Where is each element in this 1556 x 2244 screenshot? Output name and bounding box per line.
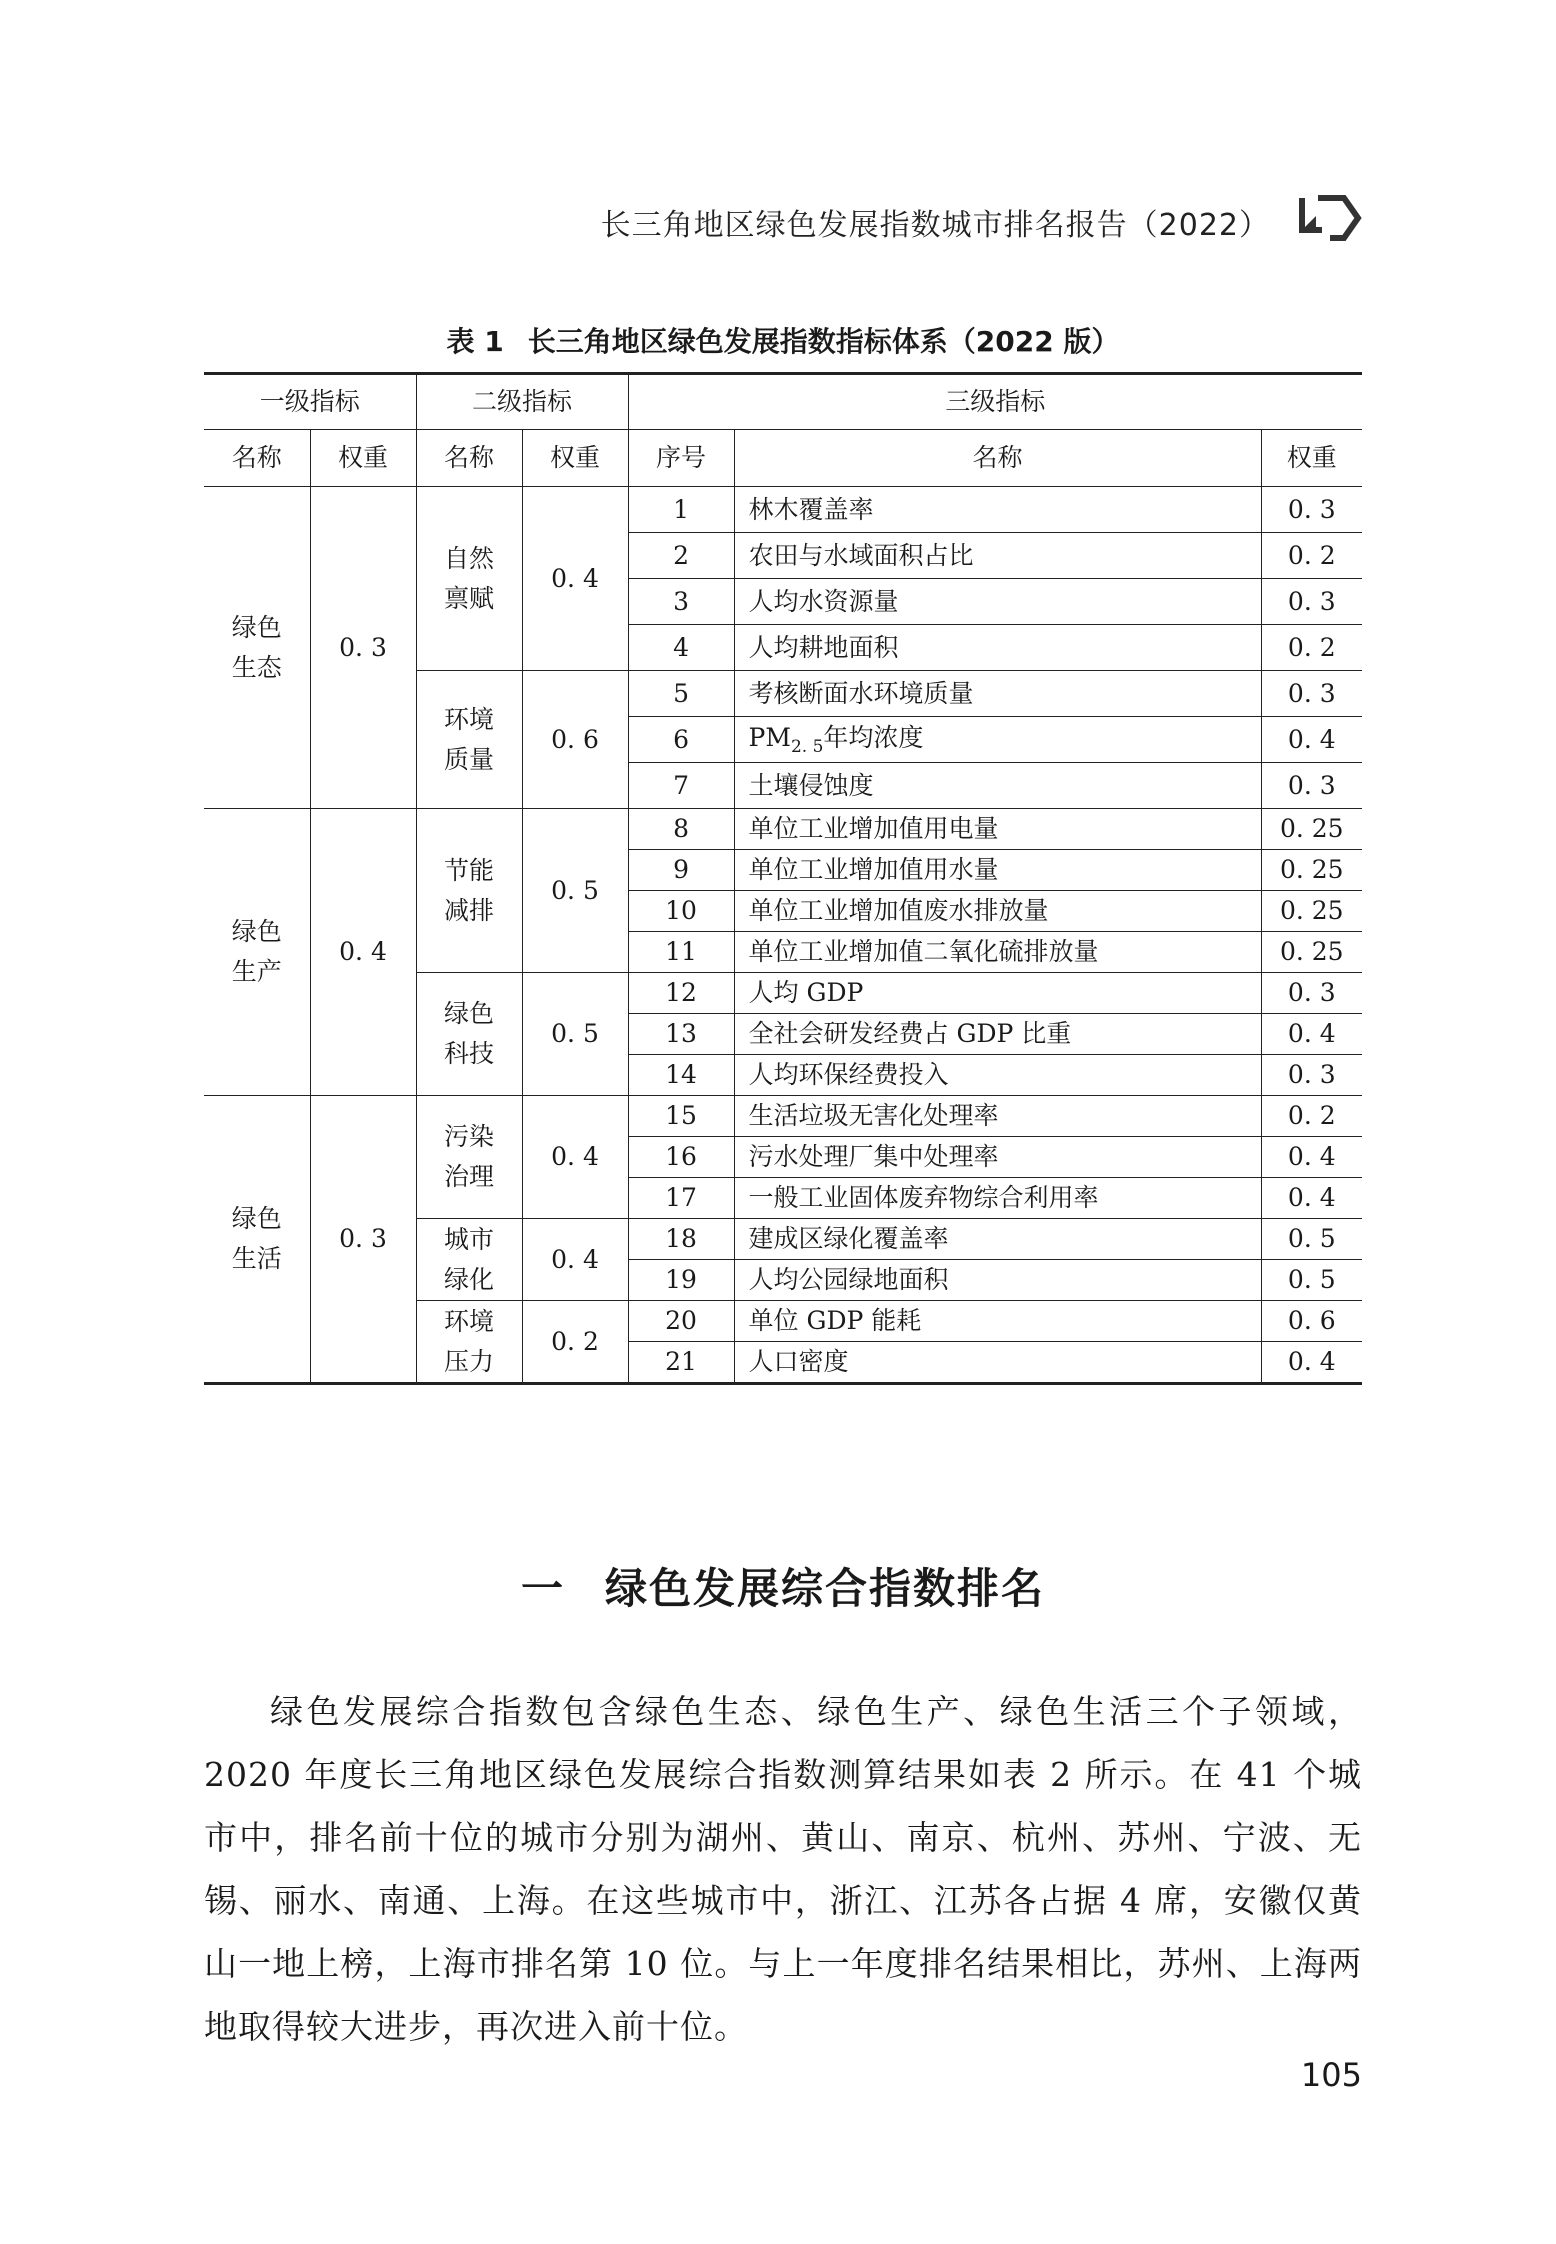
level2-name: 城市绿化	[416, 1219, 522, 1301]
seq-cell: 4	[628, 625, 734, 671]
indicator-weight: 0. 3	[1261, 973, 1362, 1014]
section-title: 绿色发展综合指数排名	[605, 1564, 1046, 1613]
level1-weight: 0. 3	[310, 487, 416, 809]
seq-cell: 19	[628, 1260, 734, 1301]
indicator-name: 土壤侵蚀度	[734, 763, 1261, 809]
seq-cell: 9	[628, 850, 734, 891]
level2-name: 节能减排	[416, 809, 522, 973]
indicator-name: 单位工业增加值用水量	[734, 850, 1261, 891]
indicator-weight: 0. 4	[1261, 1178, 1362, 1219]
seq-cell: 11	[628, 932, 734, 973]
running-header: 长三角地区绿色发展指数城市排名报告（2022）	[600, 208, 1270, 243]
section-number: 一	[520, 1564, 565, 1613]
indicator-weight: 0. 3	[1261, 1055, 1362, 1096]
indicator-name: 人均耕地面积	[734, 625, 1261, 671]
level2-weight: 0. 2	[522, 1301, 628, 1384]
indicator-weight: 0. 4	[1261, 1342, 1362, 1384]
indicator-name: 人口密度	[734, 1342, 1261, 1384]
seq-cell: 5	[628, 671, 734, 717]
body-paragraph: 绿色发展综合指数包含绿色生态、绿色生产、绿色生活三个子领域，2020 年度长三角地区绿色发展综合指数测算结果如表 2 所示。在 41 个城市中，排名前十位的城市分别为湖州、黄山、南京、杭州、苏州、宁波、无锡、丽水、南通、上海。在这些城市中，浙江、江苏各占据 4 席，安徽仅黄山一地上榜，上海市排名第 10 位。与上一年度排名结果相比，苏州、上海两地取得较大进步，再次进入前十位。	[204, 1692, 1362, 2046]
seq-cell: 7	[628, 763, 734, 809]
level2-weight: 0. 4	[522, 487, 628, 671]
indicator-name: 人均 GDP	[734, 973, 1261, 1014]
indicator-name: 单位 GDP 能耗	[734, 1301, 1261, 1342]
indicator-name: 污水处理厂集中处理率	[734, 1137, 1261, 1178]
indicator-name: $PM_{2. 5}$年均浓度	[734, 717, 1261, 763]
indicator-name: 林木覆盖率	[734, 487, 1261, 533]
header-level1: 一级指标	[204, 374, 416, 430]
level2-name: 环境质量	[416, 671, 522, 809]
header-l1-weight: 权重	[310, 430, 416, 487]
indicator-weight: 0. 25	[1261, 850, 1362, 891]
indicator-weight: 0. 3	[1261, 763, 1362, 809]
seq-cell: 16	[628, 1137, 734, 1178]
indicator-name: 人均公园绿地面积	[734, 1260, 1261, 1301]
table-row	[204, 1096, 1362, 1137]
header-l1-name: 名称	[204, 430, 310, 487]
indicator-weight: 0. 25	[1261, 932, 1362, 973]
level1-name: 绿色生活	[204, 1096, 310, 1384]
chapter-arrow-icon	[1296, 188, 1366, 248]
level2-weight: 0. 6	[522, 671, 628, 809]
seq-cell: 10	[628, 891, 734, 932]
indicator-weight: 0. 3	[1261, 487, 1362, 533]
table-number: 表 1	[446, 325, 504, 358]
indicator-name: 单位工业增加值二氧化硫排放量	[734, 932, 1261, 973]
table-title: 长三角地区绿色发展指数指标体系（2022 版）	[527, 325, 1120, 358]
header-level3: 三级指标	[628, 374, 1362, 430]
indicator-weight: 0. 3	[1261, 579, 1362, 625]
header-l3-weight: 权重	[1261, 430, 1362, 487]
table-row	[204, 809, 1362, 850]
level2-name: 污染治理	[416, 1096, 522, 1219]
indicator-table	[204, 372, 1362, 1385]
indicator-weight: 0. 4	[1261, 1137, 1362, 1178]
level2-weight: 0. 5	[522, 973, 628, 1096]
seq-cell: 14	[628, 1055, 734, 1096]
seq-cell: 21	[628, 1342, 734, 1384]
indicator-weight: 0. 2	[1261, 1096, 1362, 1137]
seq-cell: 6	[628, 717, 734, 763]
header-level2: 二级指标	[416, 374, 628, 430]
page-number: 105	[1300, 2056, 1362, 2094]
seq-cell: 15	[628, 1096, 734, 1137]
seq-cell: 17	[628, 1178, 734, 1219]
table-subheader-row	[204, 430, 1362, 487]
indicator-name: 人均环保经费投入	[734, 1055, 1261, 1096]
seq-cell: 12	[628, 973, 734, 1014]
level2-weight: 0. 5	[522, 809, 628, 973]
indicator-name: 人均水资源量	[734, 579, 1261, 625]
indicator-weight: 0. 25	[1261, 891, 1362, 932]
indicator-weight: 0. 2	[1261, 533, 1362, 579]
seq-cell: 1	[628, 487, 734, 533]
seq-cell: 2	[628, 533, 734, 579]
seq-cell: 18	[628, 1219, 734, 1260]
indicator-name: 考核断面水环境质量	[734, 671, 1261, 717]
level2-name: 自然禀赋	[416, 487, 522, 671]
indicator-weight: 0. 6	[1261, 1301, 1362, 1342]
table-header-row	[204, 374, 1362, 430]
indicator-name: 全社会研发经费占 GDP 比重	[734, 1014, 1261, 1055]
header-l2-weight: 权重	[522, 430, 628, 487]
indicator-name: 单位工业增加值用电量	[734, 809, 1261, 850]
indicator-weight: 0. 5	[1261, 1219, 1362, 1260]
seq-cell: 20	[628, 1301, 734, 1342]
indicator-name: 农田与水域面积占比	[734, 533, 1261, 579]
header-l2-name: 名称	[416, 430, 522, 487]
seq-cell: 3	[628, 579, 734, 625]
level2-name: 绿色科技	[416, 973, 522, 1096]
section-heading	[204, 1556, 1362, 1616]
indicator-name: 一般工业固体废弃物综合利用率	[734, 1178, 1261, 1219]
level1-weight: 0. 3	[310, 1096, 416, 1384]
level2-weight: 0. 4	[522, 1096, 628, 1219]
indicator-name: 生活垃圾无害化处理率	[734, 1096, 1261, 1137]
indicator-weight: 0. 4	[1261, 1014, 1362, 1055]
seq-cell: 8	[628, 809, 734, 850]
indicator-weight: 0. 4	[1261, 717, 1362, 763]
level1-name: 绿色生产	[204, 809, 310, 1096]
level2-name: 环境压力	[416, 1301, 522, 1384]
table-caption	[204, 320, 1362, 360]
level1-name: 绿色生态	[204, 487, 310, 809]
indicator-name: 建成区绿化覆盖率	[734, 1219, 1261, 1260]
indicator-weight: 0. 5	[1261, 1260, 1362, 1301]
indicator-weight: 0. 3	[1261, 671, 1362, 717]
header-l3-name: 名称	[734, 430, 1261, 487]
indicator-weight: 0. 25	[1261, 809, 1362, 850]
indicator-weight: 0. 2	[1261, 625, 1362, 671]
level1-weight: 0. 4	[310, 809, 416, 1096]
header-seq: 序号	[628, 430, 734, 487]
table-row	[204, 487, 1362, 533]
indicator-name: 单位工业增加值废水排放量	[734, 891, 1261, 932]
seq-cell: 13	[628, 1014, 734, 1055]
level2-weight: 0. 4	[522, 1219, 628, 1301]
